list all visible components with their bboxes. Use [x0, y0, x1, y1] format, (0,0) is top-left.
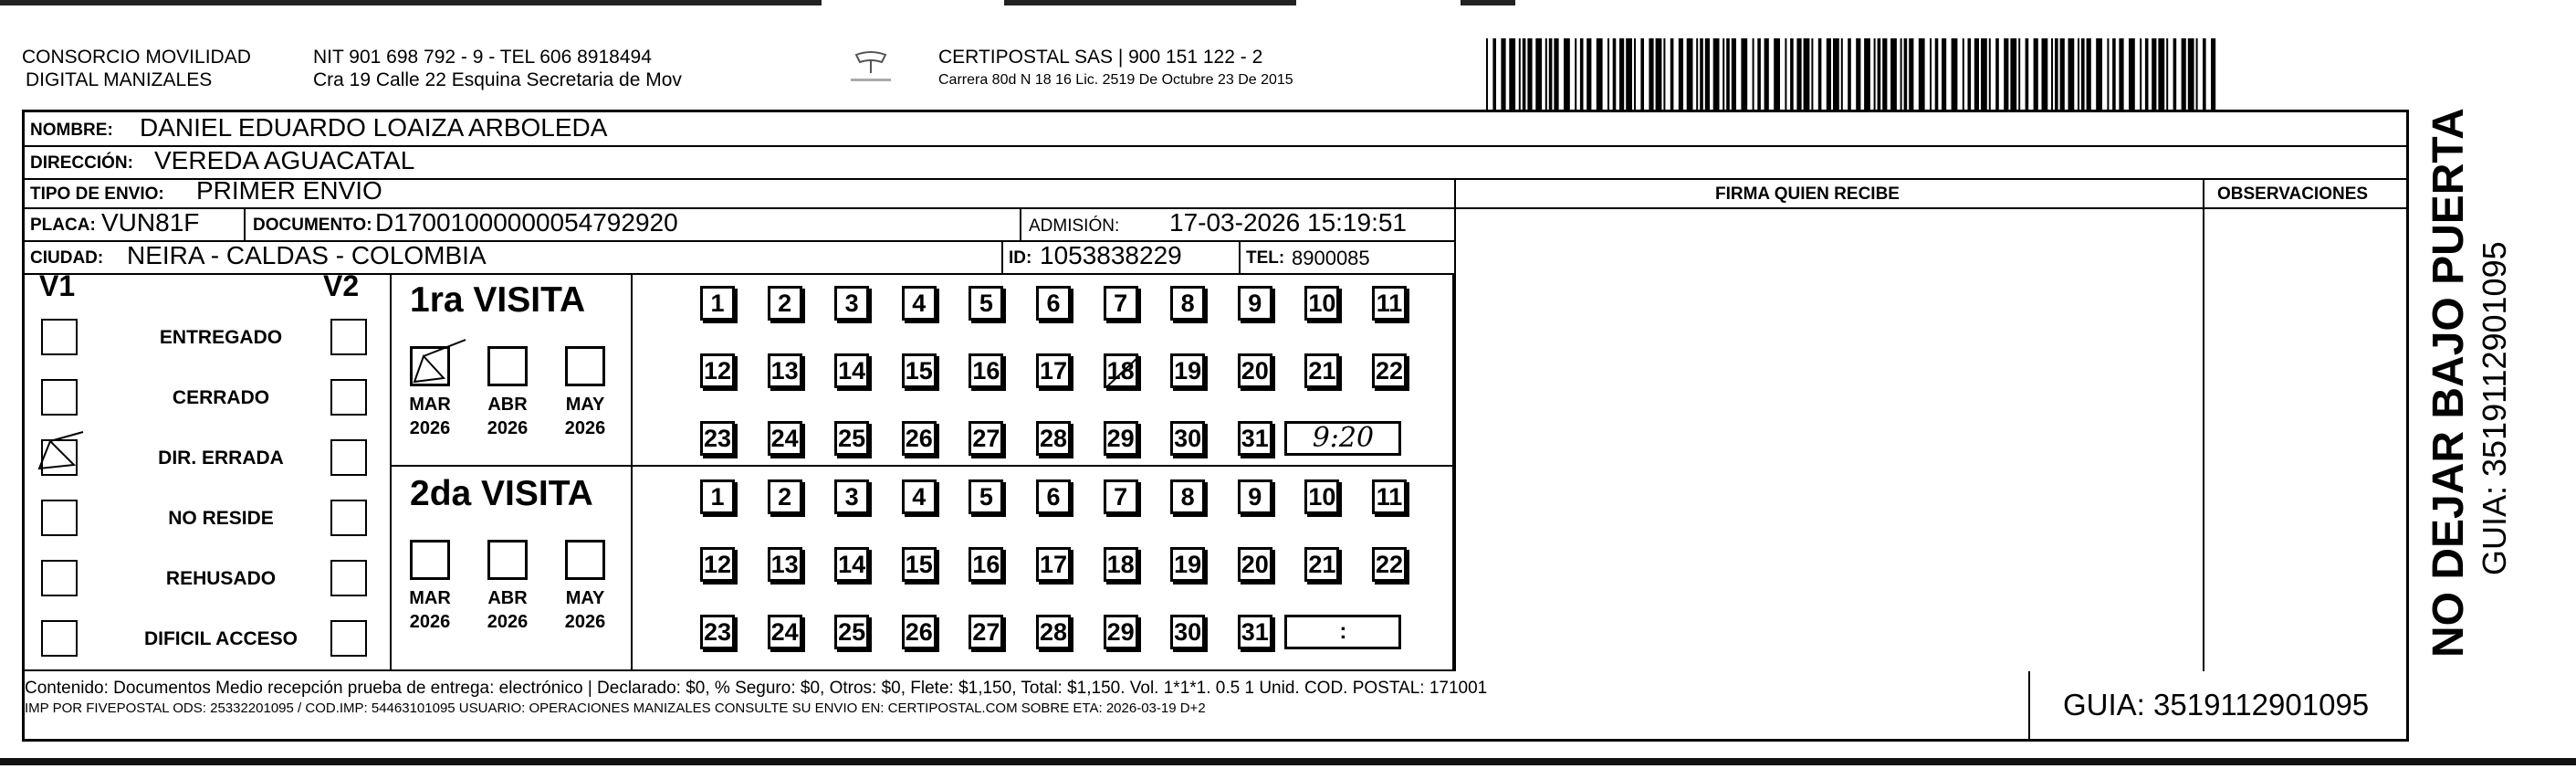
observaciones-label: OBSERVACIONES [2217, 184, 2369, 204]
day-26-box[interactable]: 26 [902, 421, 937, 456]
barcode-bar [2010, 38, 2016, 110]
barcode-bar [1527, 38, 1532, 110]
v2-checkbox[interactable] [330, 319, 367, 355]
day-17-box[interactable]: 17 [1036, 353, 1071, 388]
tipo-envio-label: TIPO DE ENVIO: [30, 184, 164, 204]
barcode-bar [1626, 38, 1632, 110]
tracking-barcode [1486, 38, 2218, 110]
placa-label: PLACA: [30, 216, 96, 235]
day-16-box[interactable]: 16 [969, 547, 1003, 582]
placa-row [25, 207, 1456, 242]
day-2-box[interactable]: 2 [768, 479, 802, 514]
courier-block [938, 46, 1293, 91]
barcode-bar [1486, 38, 1488, 110]
day-26-box[interactable]: 26 [902, 615, 937, 649]
barcode-bar [1687, 38, 1693, 110]
barcode-bar [1492, 38, 1496, 110]
day-30-box[interactable]: 30 [1170, 421, 1205, 456]
barcode-bar [2051, 38, 2053, 110]
observaciones-area[interactable] [2204, 207, 2407, 671]
barcode-bar [1549, 38, 1553, 110]
company-name-line2: DIGITAL MANIZALES [26, 69, 213, 90]
barcode-bar [2026, 38, 2029, 110]
day-19-box[interactable]: 19 [1170, 547, 1205, 582]
status-option-label: DIFICIL ACCESO [143, 628, 298, 649]
company-contact-block [313, 46, 682, 91]
barcode-bar [1874, 38, 1876, 110]
barcode-bar [1878, 38, 1881, 110]
v1-checkbox[interactable] [41, 500, 78, 536]
year-label: 2026 [564, 418, 606, 438]
day-14-box[interactable]: 14 [834, 353, 869, 388]
barcode-bar [2166, 38, 2168, 110]
day-12-box[interactable]: 12 [700, 353, 735, 388]
tel-label: TEL: [1246, 248, 1285, 268]
firma-area[interactable] [1456, 207, 2203, 671]
barcode-bar [1509, 38, 1515, 110]
year-label: 2026 [409, 612, 451, 632]
day-17-box[interactable]: 17 [1036, 547, 1071, 582]
barcode-bar [1974, 38, 1979, 110]
status-option-label: ENTREGADO [159, 327, 283, 348]
ciudad-row [25, 240, 1456, 275]
tipo-envio-value: PRIMER ENVIO [196, 176, 382, 205]
day-2-box[interactable]: 2 [768, 286, 802, 321]
month-checkbox[interactable] [410, 346, 450, 386]
day-6-box[interactable]: 6 [1036, 286, 1071, 321]
day-1-box[interactable]: 1 [700, 286, 735, 321]
nombre-value: DANIEL EDUARDO LOAIZA ARBOLEDA [140, 113, 608, 142]
day-5-box[interactable]: 5 [969, 286, 1003, 321]
barcode-bar [1989, 38, 1991, 110]
v1-checkbox[interactable] [41, 379, 78, 416]
barcode-bar [1785, 38, 1786, 110]
barcode-bar [2211, 38, 2215, 110]
barcode-bar [2173, 38, 2177, 110]
month-checkbox[interactable] [487, 346, 528, 386]
barcode-bar [1732, 38, 1736, 110]
courier-line: CERTIPOSTAL SAS | 900 151 122 - 2 [938, 47, 1263, 68]
barcode-bar [1575, 38, 1576, 110]
barcode-bar [1981, 38, 1987, 110]
month-label: ABR [487, 395, 528, 415]
day-5-box[interactable]: 5 [969, 479, 1003, 514]
barcode-bar [1519, 38, 1521, 110]
day-27-box[interactable]: 27 [969, 421, 1003, 456]
barcode-bar [1501, 38, 1505, 110]
v2-checkbox[interactable] [330, 620, 367, 657]
barcode-bar [1741, 38, 1747, 110]
day-15-box[interactable]: 15 [902, 547, 937, 582]
nit-line: NIT 901 698 792 - 9 - TEL 606 8918494 [313, 47, 652, 68]
barcode-bar [1841, 38, 1843, 110]
barcode-bar [1890, 38, 1897, 110]
barcode-bar [1670, 38, 1674, 110]
company-address-line: Cra 19 Calle 22 Esquina Secretaria de Mov [313, 69, 682, 90]
day-21-box[interactable]: 21 [1304, 547, 1339, 582]
day-10-box[interactable]: 10 [1304, 286, 1339, 321]
day-7-box[interactable]: 7 [1104, 286, 1138, 321]
ciudad-label: CIUDAD: [30, 248, 104, 268]
no-dejar-warning: NO DEJAR BAJO PUERTA [2424, 108, 2473, 658]
day-13-box[interactable]: 13 [768, 353, 802, 388]
v2-checkbox[interactable] [330, 500, 367, 536]
day-19-box[interactable]: 19 [1170, 353, 1205, 388]
barcode-bar [1649, 38, 1653, 110]
day-24-box[interactable]: 24 [768, 421, 802, 456]
day-14-box[interactable]: 14 [834, 547, 869, 582]
barcode-bar [2196, 38, 2198, 110]
barcode-bar [1723, 38, 1724, 110]
barcode-bar [1818, 38, 1822, 110]
barcode-bar [2107, 38, 2109, 110]
company-block [22, 46, 251, 91]
month-checkbox[interactable] [565, 346, 605, 386]
barcode-bar [1580, 38, 1584, 110]
barcode-bar [1545, 38, 1547, 110]
status-option-label: CERRADO [172, 387, 270, 408]
day-1-box[interactable]: 1 [700, 479, 735, 514]
day-31-box[interactable]: 31 [1238, 421, 1272, 456]
tel-value: 8900085 [1292, 247, 1370, 269]
time-box[interactable]: : [1284, 615, 1401, 649]
day-30-box[interactable]: 30 [1170, 615, 1205, 649]
documento-value: D17001000000054792920 [375, 208, 678, 237]
day-9-box[interactable]: 9 [1238, 286, 1272, 321]
day-12-box[interactable]: 12 [700, 547, 735, 582]
day-3-box[interactable]: 3 [834, 479, 869, 514]
day-22-box[interactable]: 22 [1372, 547, 1407, 582]
barcode-bar [1535, 38, 1542, 110]
barcode-bar [1909, 38, 1913, 110]
barcode-bar [2158, 38, 2164, 110]
v2-checkbox[interactable] [330, 379, 367, 416]
contenido-text: Contenido: Documentos Medio recepción prueba de entrega: electrónico | Declarado: $0, % Seguro: $0, Otros: $0, Flete: $1,150, Total: $1,150. Vol. 1*1*1. 0.5 1 Unid. COD. POSTAL: 171001 [25, 679, 1488, 698]
day-3-box[interactable]: 3 [834, 286, 869, 321]
barcode-bar [1753, 38, 1754, 110]
month-label: MAY [565, 588, 605, 608]
day-9-box[interactable]: 9 [1238, 479, 1272, 514]
barcode-bar [1634, 38, 1636, 110]
year-label: 2026 [409, 418, 451, 438]
visit-title: 2da VISITA [410, 474, 593, 513]
barcode-bar [1597, 38, 1603, 110]
barcode-bar [1930, 38, 1932, 110]
time-box[interactable]: 9:20 [1284, 421, 1401, 456]
day-29-box[interactable]: 29 [1104, 615, 1138, 649]
day-27-box[interactable]: 27 [969, 615, 1003, 649]
barcode-bar [1679, 38, 1683, 110]
barcode-bar [1796, 38, 1801, 110]
barcode-bar [2034, 38, 2038, 110]
barcode-bar [1904, 38, 1908, 110]
barcode-bar [1882, 38, 1887, 110]
visit-title: 1ra VISITA [410, 280, 586, 320]
nombre-label: NOMBRE: [30, 121, 113, 140]
documento-label: DOCUMENTO: [253, 216, 372, 235]
shipping-form [22, 110, 2409, 742]
month-label: ABR [487, 588, 528, 608]
month-checkbox[interactable] [487, 540, 528, 580]
barcode-bar [1713, 38, 1720, 110]
barcode-bar [2055, 38, 2058, 110]
day-8-box[interactable]: 8 [1170, 479, 1205, 514]
v1-checkbox[interactable] [41, 560, 78, 596]
barcode-bar [1607, 38, 1609, 110]
day-23-box[interactable]: 23 [700, 615, 735, 649]
admision-label: ADMISIÓN: [1029, 216, 1120, 236]
barcode-bar [1935, 38, 1939, 110]
id-value: 1053838229 [1040, 241, 1182, 269]
placa-value: VUN81F [101, 208, 200, 237]
status-option-label: DIR. ERRADA [158, 448, 284, 469]
barcode-bar [1523, 38, 1526, 110]
barcode-bar [2119, 38, 2123, 110]
barcode-bar [1952, 38, 1958, 110]
firma-label: FIRMA QUIEN RECIBE [1715, 184, 1900, 204]
v2-checkbox[interactable] [330, 439, 367, 476]
barcode-bar [1619, 38, 1624, 110]
barcode-bar [1656, 38, 1662, 110]
barcode-bar [2152, 38, 2156, 110]
barcode-bar [1705, 38, 1710, 110]
barcode-bar [1968, 38, 1972, 110]
day-11-box[interactable]: 11 [1372, 479, 1407, 514]
barcode-bar [1827, 38, 1831, 110]
barcode-bar [1811, 38, 1813, 110]
barcode-bar [1774, 38, 1780, 110]
barcode-bar [1864, 38, 1870, 110]
barcode-bar [2096, 38, 2102, 110]
barcode-bar [1919, 38, 1925, 110]
barcode-bar [2004, 38, 2008, 110]
day-22-box[interactable]: 22 [1372, 353, 1407, 388]
day-18-box[interactable]: 18 [1104, 353, 1138, 388]
barcode-bar [1833, 38, 1839, 110]
day-28-box[interactable]: 28 [1036, 421, 1071, 456]
v1-label: V1 [39, 269, 76, 302]
v2-checkbox[interactable] [330, 560, 367, 596]
status-option-label: NO RESIDE [168, 508, 274, 529]
day-29-box[interactable]: 29 [1104, 421, 1138, 456]
certipostal-logo-icon [849, 49, 893, 90]
top-edge-line [0, 0, 2576, 7]
barcode-bar [2129, 38, 2135, 110]
barcode-bar [2042, 38, 2048, 110]
day-7-box[interactable]: 7 [1104, 479, 1138, 514]
barcode-bar [1848, 38, 1851, 110]
barcode-bar [1804, 38, 1810, 110]
barcode-bar [1586, 38, 1591, 110]
day-4-box[interactable]: 4 [902, 286, 937, 321]
month-checkbox[interactable] [410, 540, 450, 580]
company-name-line1: CONSORCIO MOVILIDAD [22, 47, 251, 68]
day-20-box[interactable]: 20 [1238, 547, 1272, 582]
v1-checkbox[interactable] [41, 620, 78, 657]
firma-header-row [1454, 178, 2407, 209]
barcode-bar [2182, 38, 2186, 110]
direccion-value: VEREDA AGUACATAL [154, 146, 415, 174]
direccion-row [25, 145, 2407, 180]
year-label: 2026 [487, 612, 529, 632]
month-label: MAR [409, 395, 451, 415]
barcode-bar [1700, 38, 1703, 110]
day-28-box[interactable]: 28 [1036, 615, 1071, 649]
day-6-box[interactable]: 6 [1036, 479, 1071, 514]
barcode-bar [1726, 38, 1730, 110]
barcode-bar [2087, 38, 2091, 110]
barcode-bar [1640, 38, 1644, 110]
barcode-bar [2068, 38, 2075, 110]
barcode-bar [1856, 38, 1860, 110]
v1-checkbox[interactable] [41, 439, 78, 476]
status-panel [25, 269, 1454, 671]
admision-value: 17-03-2026 15:19:51 [1169, 208, 1407, 237]
day-20-box[interactable]: 20 [1238, 353, 1272, 388]
barcode-bar [1663, 38, 1665, 110]
ciudad-value: NEIRA - CALDAS - COLOMBIA [127, 241, 487, 269]
month-label: MAR [409, 588, 451, 608]
barcode-bar [1790, 38, 1794, 110]
barcode-bar [1942, 38, 1946, 110]
barcode-bar [2145, 38, 2149, 110]
day-23-box[interactable]: 23 [700, 421, 735, 456]
barcode-bar [2060, 38, 2065, 110]
day-10-box[interactable]: 10 [1304, 479, 1339, 514]
barcode-bar [1696, 38, 1698, 110]
barcode-bar [2018, 38, 2020, 110]
id-label: ID: [1009, 248, 1032, 268]
day-18-box[interactable]: 18 [1104, 547, 1138, 582]
imp-text: IMP POR FIVEPOSTAL ODS: 25332201095 / COD.IMP: 54463101095 USUARIO: OPERACIONES MANIZALES CONSULTE SU ENVIO EN: CERTIPOSTAL.COM SOBRE ETA: 2026-03-19 D+2 [25, 701, 1206, 716]
v2-label: V2 [323, 269, 360, 302]
barcode-bar [1901, 38, 1902, 110]
side-guia: GUIA: 3519112901095 [2476, 241, 2513, 575]
barcode-bar [2081, 38, 2085, 110]
day-25-box[interactable]: 25 [834, 615, 869, 649]
v1-checkbox[interactable] [41, 319, 78, 355]
barcode-bar [1564, 38, 1570, 110]
barcode-bar [1963, 38, 1964, 110]
guia-box: GUIA: 3519112901095 [2028, 671, 2407, 739]
direccion-label: DIRECCIÓN: [30, 153, 133, 173]
nombre-row [25, 112, 2407, 147]
barcode-bar [2078, 38, 2079, 110]
day-8-box[interactable]: 8 [1170, 286, 1205, 321]
status-option-label: REHUSADO [165, 568, 277, 589]
day-24-box[interactable]: 24 [768, 615, 802, 649]
day-25-box[interactable]: 25 [834, 421, 869, 456]
barcode-bar [1764, 38, 1769, 110]
barcode-bar [2140, 38, 2141, 110]
day-21-box[interactable]: 21 [1304, 353, 1339, 388]
month-checkbox[interactable] [565, 540, 605, 580]
barcode-bar [1554, 38, 1558, 110]
courier-address: Carrera 80d N 18 16 Lic. 2519 De Octubre 23 De 2015 [938, 72, 1293, 88]
day-13-box[interactable]: 13 [768, 547, 802, 582]
bottom-edge-line [0, 758, 2576, 765]
day-16-box[interactable]: 16 [969, 353, 1003, 388]
barcode-bar [2188, 38, 2194, 110]
year-label: 2026 [564, 612, 606, 632]
day-11-box[interactable]: 11 [1372, 286, 1407, 321]
barcode-bar [1757, 38, 1761, 110]
barcode-bar [1613, 38, 1617, 110]
barcode-bar [1995, 38, 1999, 110]
barcode-bar [2203, 38, 2206, 110]
day-15-box[interactable]: 15 [902, 353, 937, 388]
day-4-box[interactable]: 4 [902, 479, 937, 514]
year-label: 2026 [487, 418, 529, 438]
tipo-envio-row [25, 178, 1456, 209]
barcode-bar [2112, 38, 2116, 110]
day-31-box[interactable]: 31 [1238, 615, 1272, 649]
month-label: MAY [565, 395, 605, 415]
